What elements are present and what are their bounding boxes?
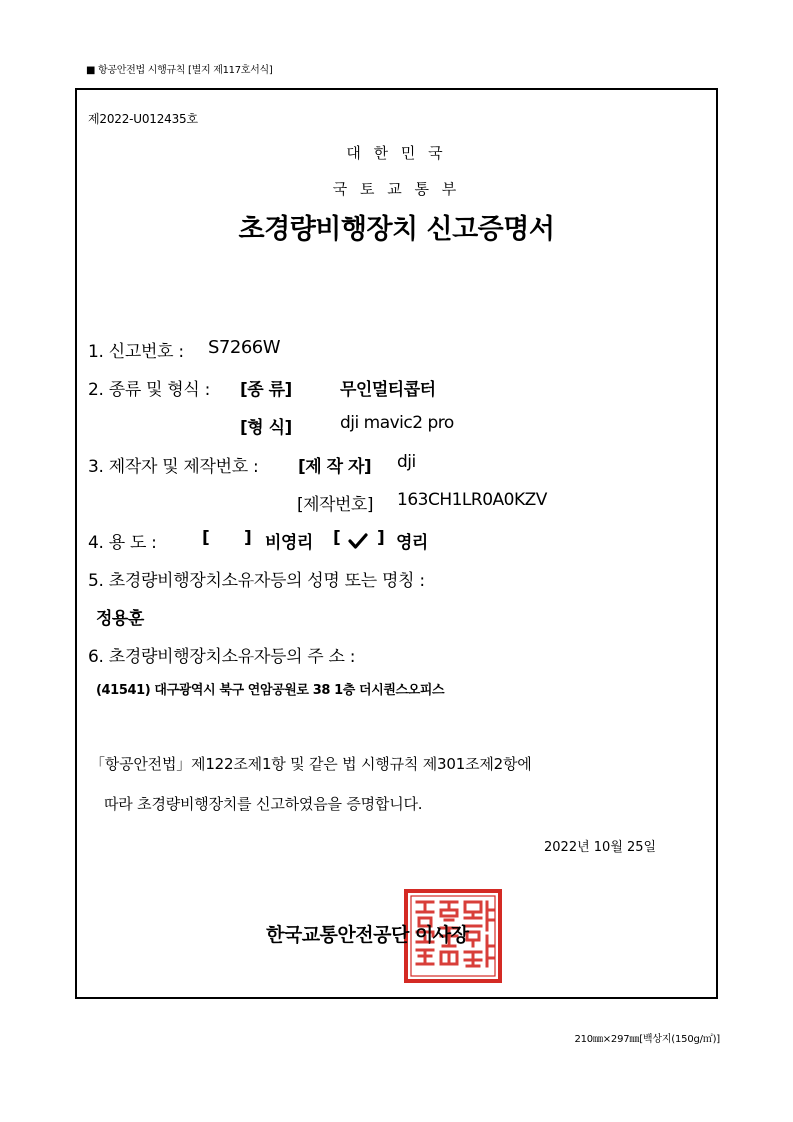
manufacturer-label: 3. 제작자 및 제작번호 : [88, 457, 259, 477]
nonprofit-close-bracket: ] [244, 528, 252, 548]
document-title: 초경량비행장치 신고증명서 [238, 214, 555, 245]
issuer-name: 한국교통안전공단 이사장 [266, 924, 469, 946]
model-value: dji mavic2 pro [340, 413, 454, 433]
kind-value: 무인멀티콥터 [340, 380, 436, 400]
ministry-name: 국 토 교 통 부 [332, 180, 461, 198]
paper-specification: 210㎜×297㎜[백상지(150g/㎡)] [574, 1034, 720, 1045]
purpose-label: 4. 용 도 : [88, 533, 157, 553]
profit-open-bracket: [ [333, 528, 341, 548]
owner-address-value: (41541) 대구광역시 북구 연암공원로 38 1층 더시퀀스오피스 [96, 683, 445, 698]
check-mark-icon [348, 530, 368, 550]
profit-close-bracket: ] [377, 528, 385, 548]
kind-label: [종 류] [240, 380, 292, 400]
model-label: [형 식] [240, 418, 292, 438]
manufacturer-value: dji [397, 452, 416, 472]
owner-name-value: 정용훈 [96, 609, 144, 629]
country-name: 대 한 민 국 [346, 144, 447, 162]
certificate-number: 제2022-U012435호 [88, 112, 198, 126]
purpose-profit-option: 영리 [396, 533, 428, 553]
owner-address-label: 6. 초경량비행장치소유자등의 주 소 : [88, 647, 356, 667]
manufacturer-sub-label: [제 작 자] [298, 457, 372, 477]
nonprofit-open-bracket: [ [202, 528, 210, 548]
issue-date: 2022년 10월 25일 [544, 840, 657, 855]
registration-number-label: 1. 신고번호 : [88, 342, 184, 362]
registration-number-value: S7266W [208, 337, 281, 358]
serial-sub-label: [제작번호] [297, 495, 373, 515]
type-model-label: 2. 종류 및 형식 : [88, 380, 211, 400]
owner-name-label: 5. 초경량비행장치소유자등의 성명 또는 명칭 : [88, 571, 425, 591]
statement-line-2: 따라 초경량비행장치를 신고하였음을 증명합니다. [104, 795, 423, 813]
form-reference: ■ 항공안전법 시행규칙 [별지 제117호서식] [86, 65, 273, 76]
purpose-nonprofit-option: 비영리 [265, 533, 313, 553]
serial-value: 163CH1LR0A0KZV [397, 490, 547, 510]
statement-line-1: 「항공안전법」제122조제1항 및 같은 법 시행규칙 제301조제2항에 [90, 755, 532, 773]
